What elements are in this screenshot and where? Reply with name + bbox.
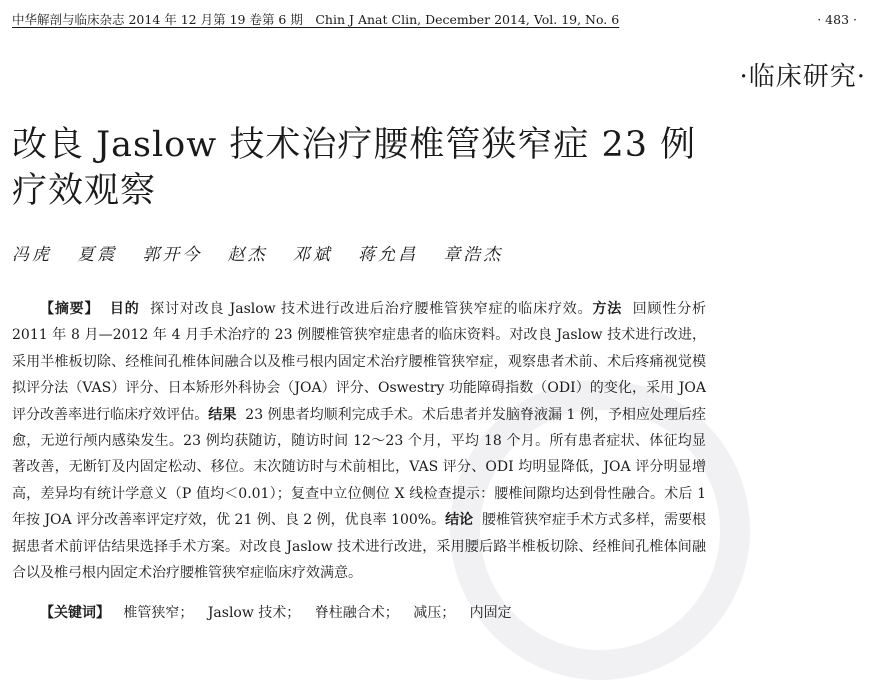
author-name: 郭开今 xyxy=(142,245,203,265)
objective-label: 目的 xyxy=(109,301,140,317)
author-name: 章浩杰 xyxy=(443,245,504,265)
author-name: 赵杰 xyxy=(227,245,268,265)
keyword: 减压； xyxy=(413,605,456,621)
results-label: 结果 xyxy=(208,406,237,423)
abstract xyxy=(12,296,706,586)
results-text: 23 例患者均顺利完成手术。术后患者并发脑脊液漏 1 例，予相应处理后痊愈，无逆行颅内感染发生。23 例均获随访，随访时间 12～23 个月，平均 18 个月。所有患者症状、体征均显著改善，无断钉及内固定松动、移位。末次随访时与术前相比，VAS 评分、ODI 均明显降低，JOA 评分明显增高，差异均有统计学意义（P 值均＜0.01）；复查中立位侧位 X 线检查提示：腰椎间隙均达到骨性融合。术后 1 年按 JOA 评分改善率评定疗效，优 21 例、良 2 例，优良率 100%。 xyxy=(12,406,707,529)
keyword: 脊柱融合术； xyxy=(314,605,399,621)
methods-text: 回顾性分析 2011 年 8 月—2012 年 4 月手术治疗的 23 例腰椎管狭窄症患者的临床资料。对改良 Jaslow 技术进行改进，采用半椎板切除、经椎间孔椎体间融合以及椎弓根内固定术治疗腰椎管狭窄症，观察患者术前、术后疼痛视觉模拟评分法（VAS）评分、日本矫形外科协会（JOA）评分、Oswestry 功能障碍指数（ODI）的变化，采用 JOA 评分改善率进行临床疗效评估。 xyxy=(12,301,707,423)
keywords-label: 【关键词】 xyxy=(40,605,110,621)
objective-text: 探讨对改良 Jaslow 技术进行改进后治疗腰椎管狭窄症的临床疗效。 xyxy=(150,301,593,317)
keyword: 椎管狭窄； xyxy=(123,605,194,621)
author-list xyxy=(12,240,503,265)
page-number: · 483 · xyxy=(817,12,857,27)
journal-citation: 中华解剖与临床杂志 2014 年 12 月第 19 卷第 6 期 Chin J Anat Clin, December 2014, Vol. 19, No. 6 xyxy=(12,12,620,27)
author-name: 蒋允昌 xyxy=(358,245,419,265)
journal-header xyxy=(12,12,857,28)
keyword: Jaslow 技术； xyxy=(207,605,301,621)
keyword: 内固定 xyxy=(469,605,512,621)
title-line-2: 疗效观察 xyxy=(12,171,157,211)
author-name: 夏震 xyxy=(77,245,118,265)
author-name: 冯虎 xyxy=(12,245,52,265)
abstract-label: 【摘要】 xyxy=(40,301,100,317)
conclusion-text: 腰椎管狭窄症手术方式多样，需要根据患者术前评估结果选择手术方案。对改良 Jaslow 技术进行改进，采用腰后路半椎板切除、经椎间孔椎体间融合以及椎弓根内固定术治疗腰椎管狭窄症临床疗效满意。 xyxy=(12,512,707,582)
keywords xyxy=(40,602,522,622)
section-label: ·临床研究· xyxy=(739,62,866,92)
methods-label: 方法 xyxy=(592,301,623,317)
article-title xyxy=(12,122,712,214)
conclusion-label: 结论 xyxy=(445,512,474,529)
author-name: 邓斌 xyxy=(292,245,333,265)
title-line-1: 改良 Jaslow 技术治疗腰椎管狭窄症 23 例 xyxy=(12,125,697,165)
